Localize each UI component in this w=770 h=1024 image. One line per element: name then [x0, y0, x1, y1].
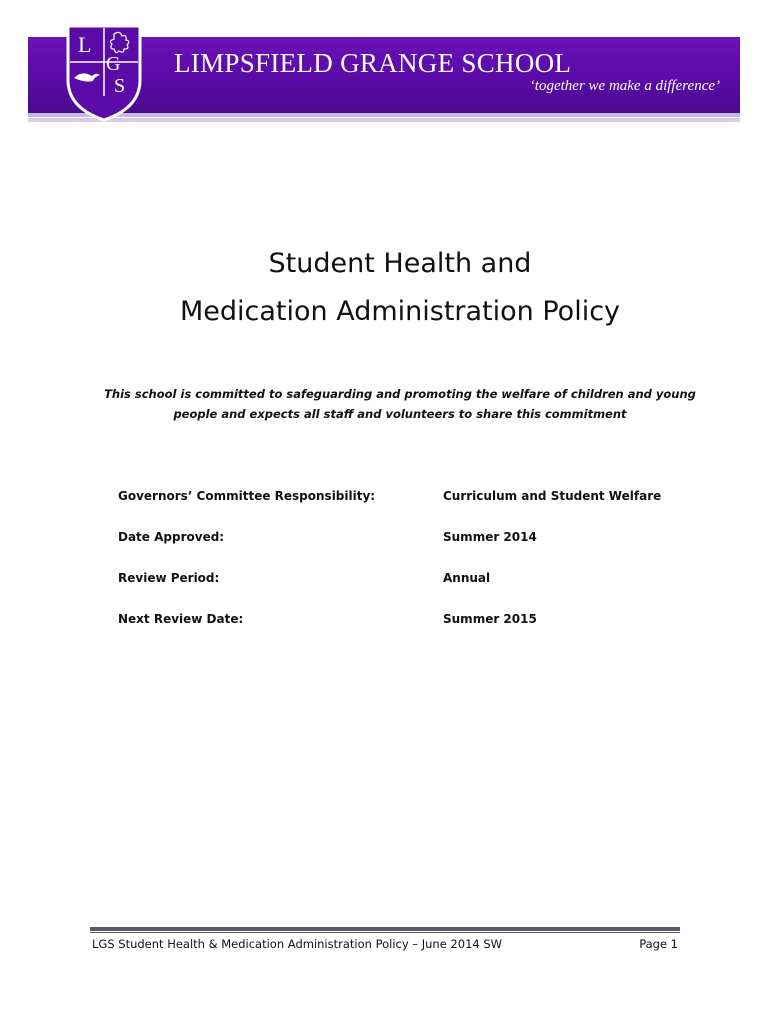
detail-value: Summer 2015: [443, 612, 537, 626]
detail-label: Next Review Date:: [118, 612, 244, 626]
safeguarding-statement: This school is committed to safeguarding and promoting the welfare of children and young people and expects all staff and volunteers to share this commitment: [104, 387, 696, 421]
detail-label: Review Period:: [118, 571, 220, 585]
school-motto: ‘together we make a difference’: [529, 78, 720, 94]
crest-letter-g: G: [106, 53, 121, 75]
detail-value: Summer 2014: [443, 530, 537, 544]
footer-document-info: LGS Student Health & Medication Administration Policy – June 2014 SW: [92, 937, 503, 951]
footer-page-number: Page 1: [639, 937, 678, 951]
footer-divider: [90, 927, 680, 931]
crest-letter-s: S: [114, 75, 126, 97]
detail-label: Governors’ Committee Responsibility:: [118, 489, 376, 503]
school-name: LIMPSFIELD GRANGE SCHOOL: [174, 48, 572, 78]
detail-label: Date Approved:: [118, 530, 225, 544]
document-title-line-2: Medication Administration Policy: [179, 296, 621, 327]
detail-value: Annual: [443, 571, 491, 585]
detail-value: Curriculum and Student Welfare: [443, 489, 662, 503]
document-title-line-1: Student Health and: [268, 248, 532, 279]
school-crest-icon: [64, 22, 144, 122]
footer-divider-thin: [90, 932, 680, 933]
crest-letter-l: L: [78, 32, 92, 57]
